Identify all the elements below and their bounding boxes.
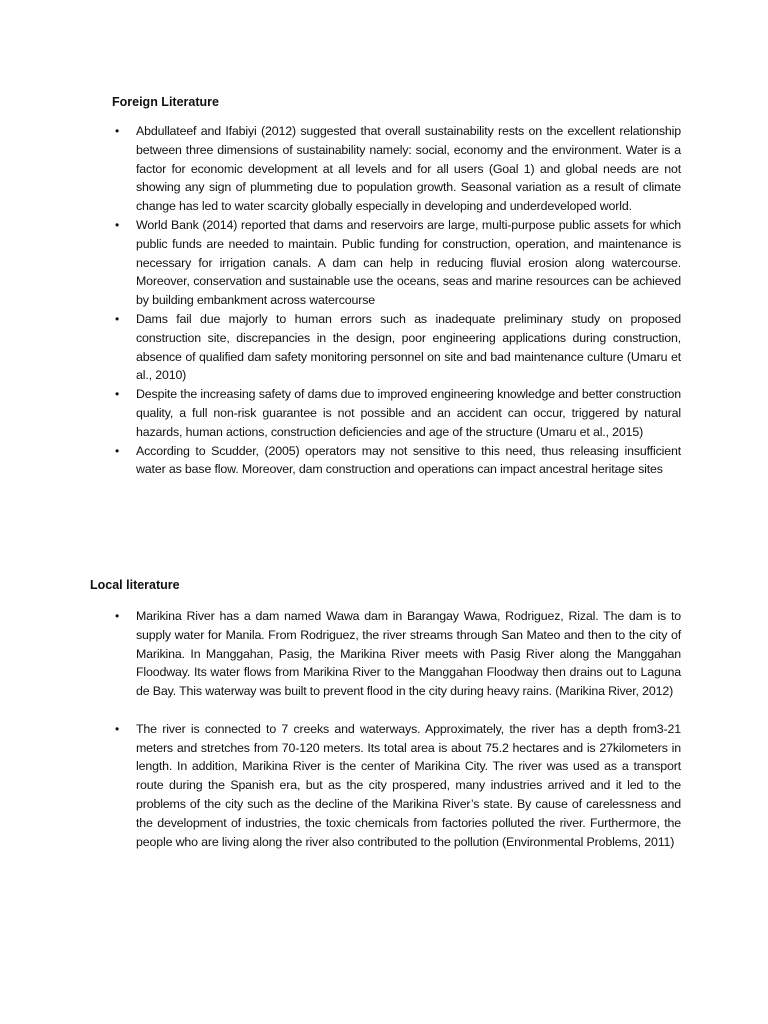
bullet-icon: •: [115, 311, 120, 326]
bullet-icon: •: [115, 721, 120, 736]
list-item: [115, 385, 681, 441]
local-literature-list: [0, 607, 681, 851]
list-item-text: Marikina River has a dam named Wawa dam in Barangay Wawa, Rodriguez, Rizal. The dam is to supply water for Manila. From Rodriguez, the river streams through San Mateo and then to the city of Marikina. In Manggahan, Pasig, the Marikina River meets with Pasig River along the Manggahan Floodway. Its water flows from Marikina River to the Manggahan Floodway then drains out to Laguna de Bay. This waterway was built to prevent flood in the city during heavy rains. (Marikina River, 2012): [136, 609, 681, 699]
foreign-literature-heading: Foreign Literature: [112, 95, 219, 109]
bullet-icon: •: [115, 609, 120, 623]
foreign-literature-list: [0, 122, 681, 479]
bullet-icon: •: [115, 124, 120, 138]
list-item: [115, 442, 681, 480]
bullet-icon: •: [115, 217, 120, 232]
list-item: [115, 122, 681, 216]
list-item-text: Dams fail due majorly to human errors such as inadequate preliminary study on proposed construction site, discrepancies in the design, poor engineering applications during construction, absence of qualified dam safety monitoring personnel on site and bad maintenance culture (Umaru et al., 2010): [136, 311, 681, 383]
bullet-icon: •: [115, 443, 120, 458]
bullet-icon: •: [115, 387, 120, 402]
list-item: [115, 216, 681, 310]
list-item: [115, 607, 681, 701]
list-item-text: According to Scudder, (2005) operators may not sensitive to this need, thus releasing insufficient water as base flow. Moreover, dam construction and operations can impact ancestral heritage sites: [136, 443, 681, 477]
list-item-text: Despite the increasing safety of dams due to improved engineering knowledge and better construction quality, a full non-risk guarantee is not possible and an accident can occur, triggered by natural hazards, human actions, construction deficiencies and age of the structure (Umaru et al., 2015): [136, 387, 681, 439]
list-item-text: World Bank (2014) reported that dams and reservoirs are large, multi-purpose public assets for which public funds are needed to maintain. Public funding for construction, operation, and maintenance is necessary for irrigation canals. A dam can help in reducing fluvial erosion along watercourse. Moreover, conservation and sustainable use the oceans, seas and marine resources can be achieved by building embankment across watercourse: [136, 217, 681, 308]
local-literature-heading: Local literature: [90, 578, 180, 592]
list-item: [115, 310, 681, 385]
list-item: [115, 720, 681, 852]
list-item-text: Abdullateef and Ifabiyi (2012) suggested that overall sustainability rests on the excellent relationship between three dimensions of sustainability namely: social, economy and the environment. Water is a factor for economic development at all levels and for all users (Goal 1) and global needs are not showing any sign of plummeting due to population growth. Seasonal variation as a result of climate change has led to water scarcity globally especially in developing and underdeveloped world.: [136, 124, 681, 214]
list-item-text: The river is connected to 7 creeks and waterways. Approximately, the river has a depth from3-21 meters and stretches from 70-120 meters. Its total area is about 75.2 hectares and is 27kilometers in length. In addition, Marikina River is the center of Marikina City. The river was used as a transport route during the Spanish era, but as the city prospered, many industries arrived and it led to the problems of the city such as the decline of the Marikina River’s state. By cause of carelessness and the development of industries, the toxic chemicals from factories polluted the river. Furthermore, the people who are living along the river also contributed to the pollution (Environmental Problems, 2011): [136, 721, 681, 849]
